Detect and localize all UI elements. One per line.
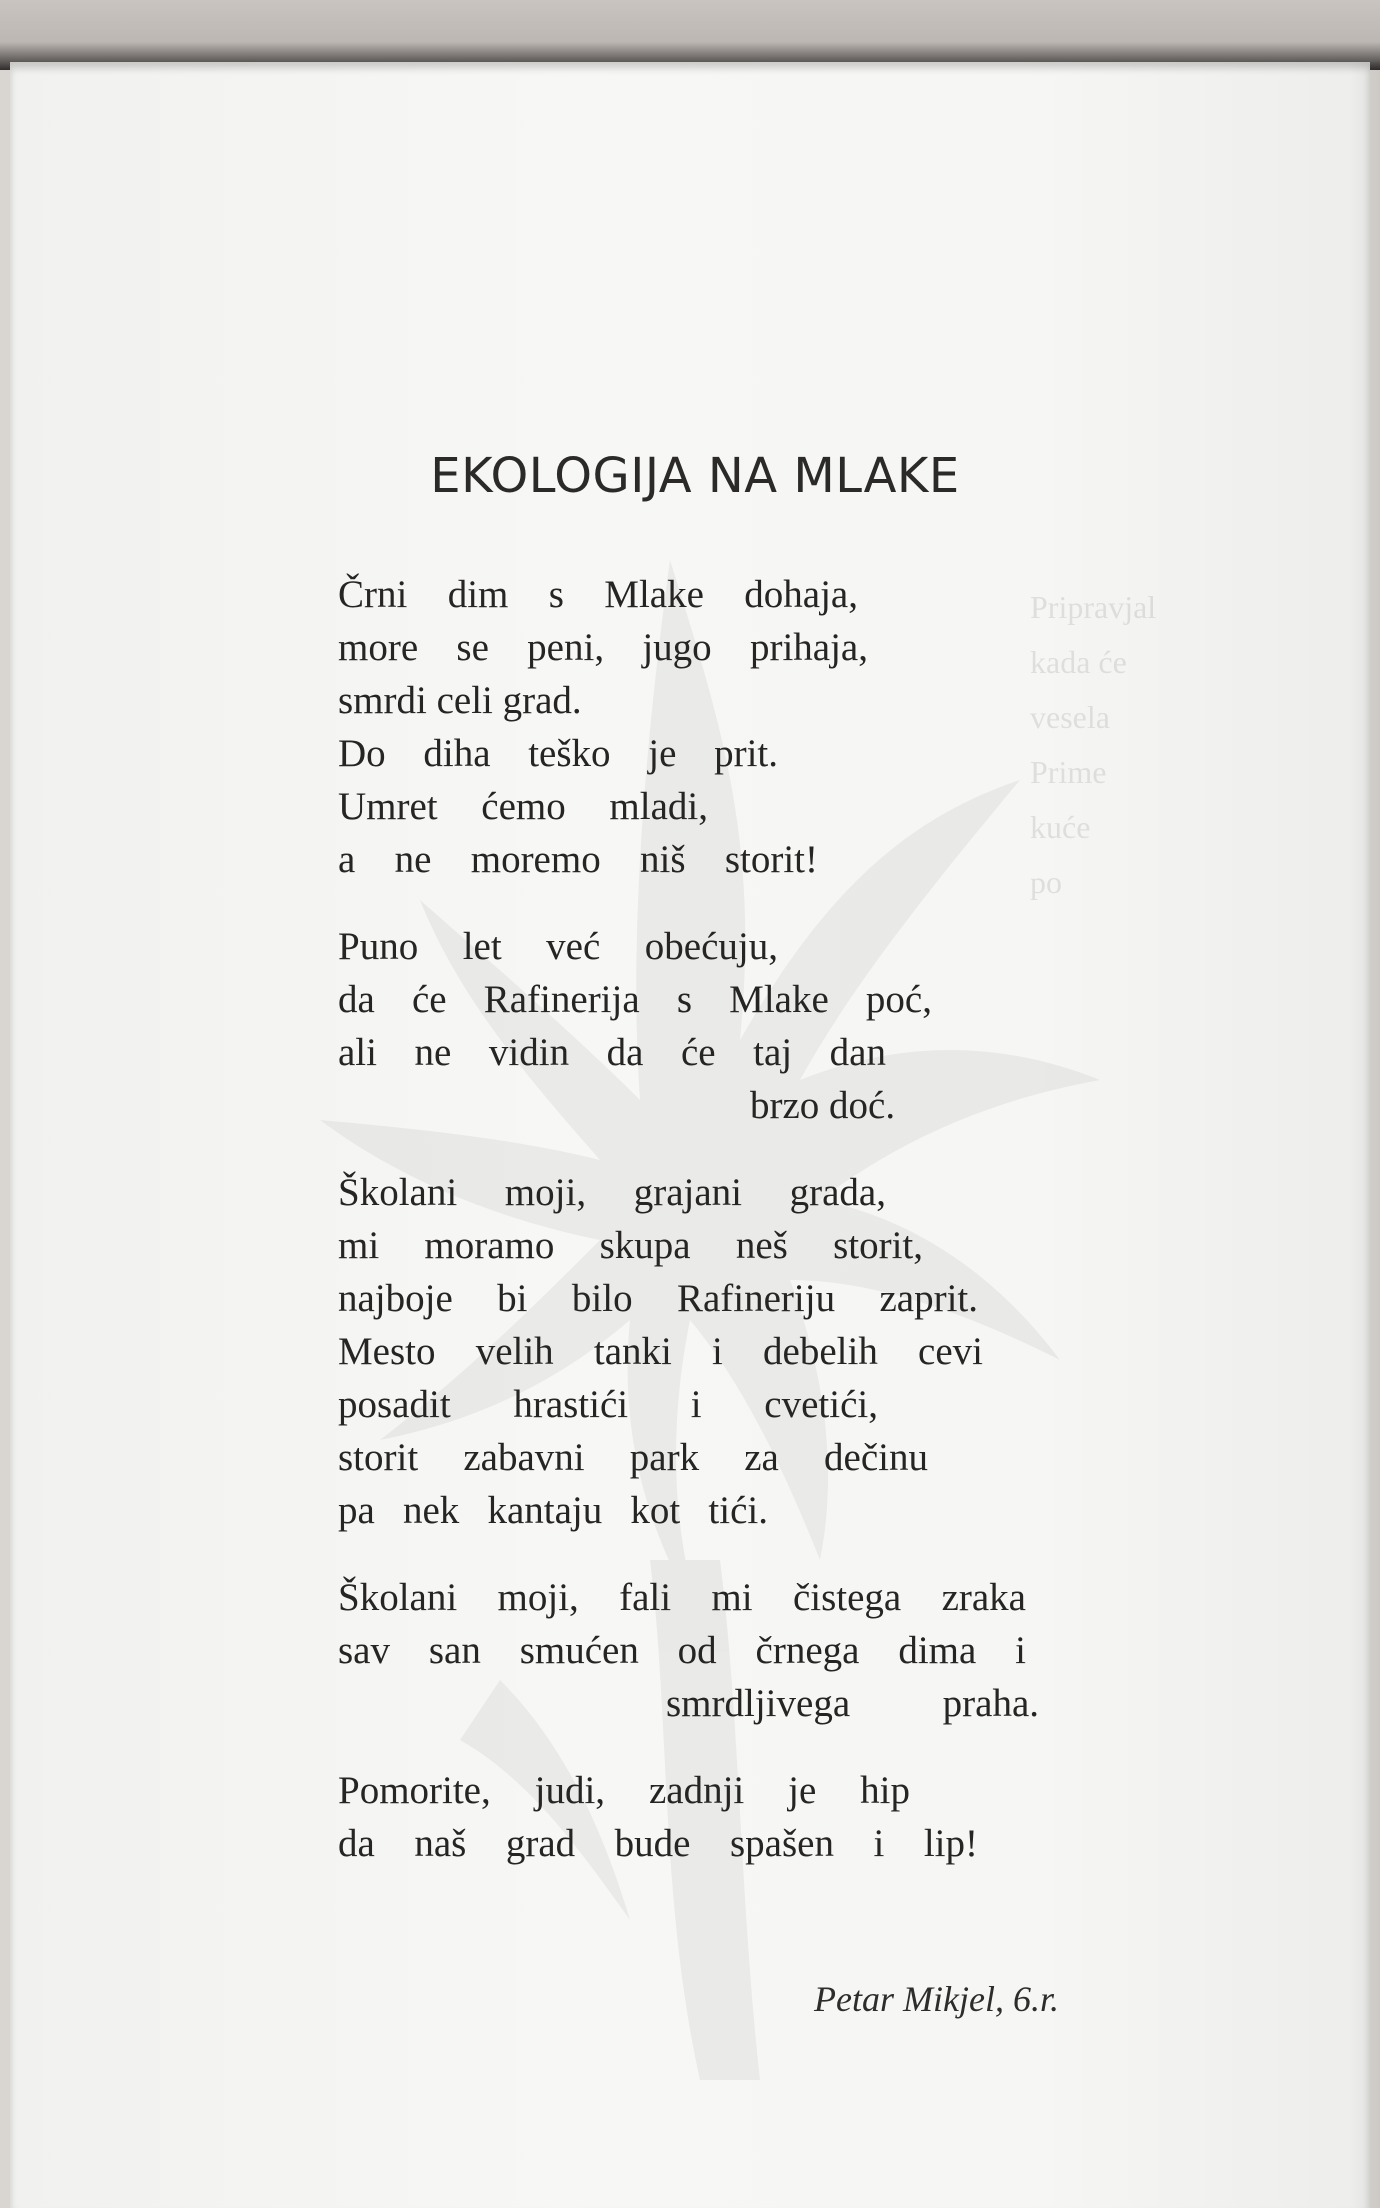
poem-line: sav san smućen od črnega dima i [338,1629,1026,1672]
stanza [338,568,1058,886]
poem-line: da će Rafinerija s Mlake poć, [338,978,932,1021]
poem-line: more se peni, jugo prihaja, [338,626,868,669]
poem-line: Umret ćemo mladi, [338,785,708,828]
poem-line: pa nek kantaju kot tići. [338,1489,768,1532]
poem-line: Školani moji, fali mi čistega zraka [338,1576,1026,1619]
poem-line: Pomorite, judi, zadnji je hip [338,1769,910,1812]
poem-line: mi moramo skupa neš storit, [338,1224,923,1267]
poem-line: Mesto velih tanki i debelih cevi [338,1330,983,1373]
poem-line: Školani moji, grajani grada, [338,1171,886,1214]
poem-line: brzo doć. [750,1084,896,1127]
poem-line: smrdi celi grad. [338,679,582,722]
page-gutter-shade [1350,62,1380,2208]
stanza [338,1764,1058,1870]
poem-author: Petar Mikjel, 6.r. [814,1979,1059,2019]
stanza [338,1166,1058,1537]
stanza [338,1571,1058,1730]
show-through-text: Pripravjal kada će vesela Prime kuće po [1030,589,1157,900]
poem-line: ali ne vidin da će taj dan [338,1031,886,1074]
poem-line: Črni dim s Mlake dohaja, [338,573,858,616]
poem-line: Puno let već obećuju, [338,925,778,968]
book-top-edge [0,0,1380,70]
poem-line: smrdljivega praha. [666,1682,1039,1725]
poem-title: EKOLOGIJA NA MLAKE [430,448,960,504]
poem-line: Do diha teško je prit. [338,732,778,775]
stanza [338,920,1058,1132]
poem-line: a ne moremo niš storit! [338,838,818,881]
poem-line: posadit hrastići i cvetići, [338,1383,878,1426]
poem-line: da naš grad bude spašen i lip! [338,1822,978,1865]
poem-line: najboje bi bilo Rafineriju zaprit. [338,1277,978,1320]
poem-body [338,568,1058,1904]
poem-line: storit zabavni park za dečinu [338,1436,928,1479]
